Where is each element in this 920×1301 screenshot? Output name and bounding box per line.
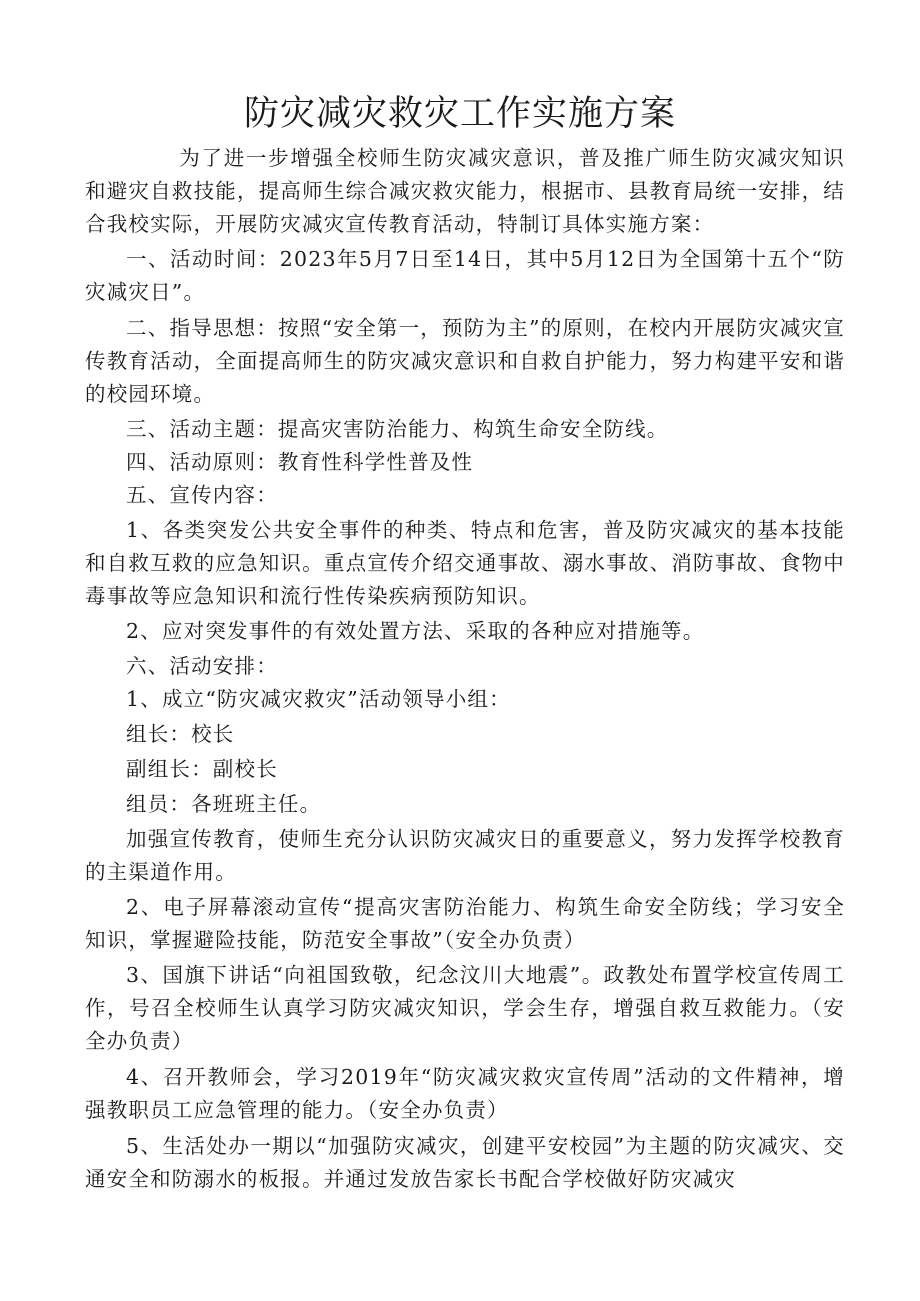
content-item-2-paragraph: 2、应对突发事件的有效处置方法、采取的各种应对措施等。 xyxy=(126,619,705,643)
arrangement-item-2-paragraph: 2、电子屏幕滚动宣传“提高灾害防治能力、构筑生命安全防线；学习安全知识，掌握避险技能，防范安全事故”（安全办负责） xyxy=(85,895,845,952)
document-title: 防灾减灾救灾工作实施方案 xyxy=(243,94,676,134)
activity-arrangement-heading: 六、活动安排： xyxy=(126,654,278,678)
arrangement-item-1-paragraph: 1、成立“防灾减灾救灾”活动领导小组： xyxy=(126,687,511,711)
arrangement-item-5-paragraph: 5、生活处办一期以“加强防灾减灾，创建平安校园”为主题的防灾减灾、交通安全和防溺水的板报。并通过发放告家长书配合学校做好防灾减灾 xyxy=(85,1134,845,1191)
arrangement-item-4-paragraph: 4、召开教师会，学习2019年“防灾减灾救灾宣传周”活动的文件精神，增强教职员工应急管理的能力。（安全办负责） xyxy=(85,1065,845,1122)
activity-time-paragraph: 一、活动时间：2023年5月7日至14日，其中5月12日为全国第十五个“防灾减灾日”。 xyxy=(85,247,845,304)
leader-line: 组长：校长 xyxy=(126,722,235,746)
activity-principle-paragraph: 四、活动原则：教育性科学性普及性 xyxy=(126,450,474,474)
arrangement-item-3-paragraph: 3、国旗下讲话“向祖国致敬，纪念汶川大地震”。政教处布置学校宣传周工作，号召全校师生认真学习防灾减灾知识，学会生存，增强自救互救能力。（安全办负责） xyxy=(85,963,845,1053)
publicity-content-heading: 五、宣传内容： xyxy=(126,483,278,507)
members-line: 组员：各班班主任。 xyxy=(126,792,322,816)
content-item-1-paragraph: 1、各类突发公共安全事件的种类、特点和危害，普及防灾减灾的基本技能和自救互救的应急知识。重点宣传介绍交通事故、溺水事故、消防事故、食物中毒事故等应急知识和流行性传染疾病预防知识。 xyxy=(85,518,845,608)
deputy-leader-line: 副组长：副校长 xyxy=(126,757,278,781)
guiding-ideology-paragraph: 二、指导思想：按照“安全第一，预防为主”的原则，在校内开展防灾减灾宣传教育活动，全面提高师生的防灾减灾意识和自救自护能力，努力构建平安和谐的校园环境。 xyxy=(85,316,845,406)
intro-paragraph: 为了进一步增强全校师生防灾减灾意识，普及推广师生防灾减灾知识和避灾自救技能，提高师生综合减灾救灾能力，根据市、县教育局统一安排，结合我校实际，开展防灾减灾宣传教育活动，特制订具体实施方案： xyxy=(85,146,845,236)
strengthen-education-paragraph: 加强宣传教育，使师生充分认识防灾减灾日的重要意义，努力发挥学校教育的主渠道作用。 xyxy=(85,827,845,884)
activity-theme-paragraph: 三、活动主题：提高灾害防治能力、构筑生命安全防线。 xyxy=(126,417,669,441)
document-body xyxy=(85,142,845,1196)
